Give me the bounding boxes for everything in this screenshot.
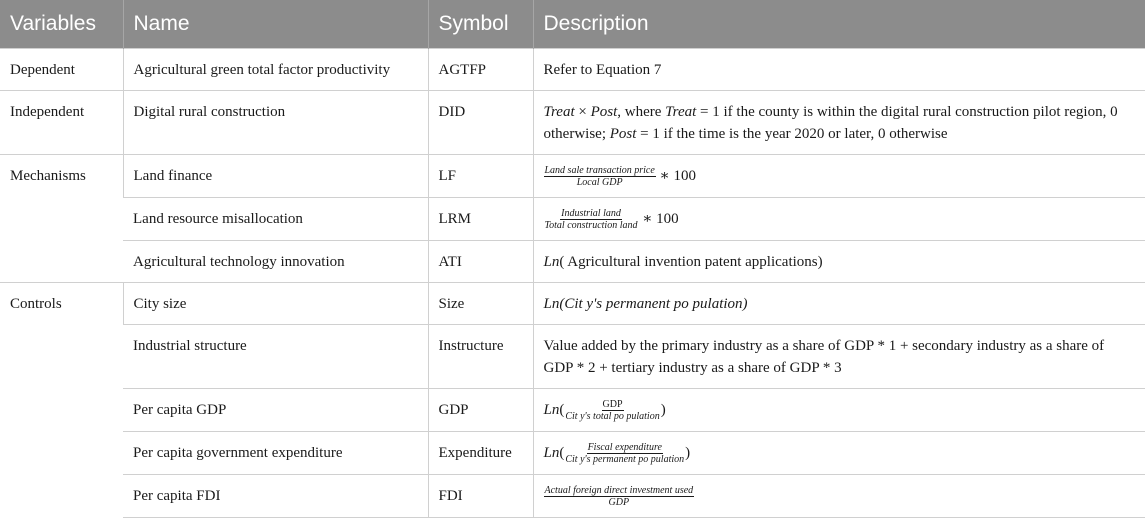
- formula-post: Post: [590, 104, 618, 120]
- table-row-did: [0, 91, 1145, 155]
- variable-symbol: LRM: [428, 198, 533, 241]
- header-variables: Variables: [0, 0, 123, 49]
- header-row: [0, 0, 1145, 49]
- formula-ln: Ln: [543, 402, 560, 419]
- variable-symbol: Instructure: [428, 325, 533, 389]
- formula-fraction: $\frac{\text{GDP}}{\text{Cit y's total po pulation}}$: [565, 399, 660, 423]
- formula-paren: ): [660, 402, 666, 419]
- header-symbol: Symbol: [428, 0, 533, 49]
- variable-name: Per capita GDP: [123, 389, 428, 432]
- formula-paren: (: [559, 402, 565, 419]
- variable-description: [533, 241, 1145, 283]
- variable-symbol: FDI: [428, 475, 533, 518]
- variable-description: [533, 91, 1145, 155]
- formula-fraction: $\frac{\text{Land sale transaction price}}{\text{Local GDP}}$: [544, 165, 655, 189]
- formula-fraction: $\frac{\text{Fiscal expenditure}}{\text{Cit y's permanent po pulation}}$: [565, 442, 685, 466]
- description-text: = 1 if the time is the year 2020 or later, 0 otherwise: [636, 126, 948, 142]
- table-row-expenditure: [0, 432, 1145, 475]
- variable-symbol: Expenditure: [428, 432, 533, 475]
- variable-symbol: LF: [428, 155, 533, 198]
- variable-description: [533, 198, 1145, 241]
- table-row-lf: [0, 155, 1145, 198]
- formula-treat: Treat: [665, 104, 697, 120]
- variable-name: Per capita FDI: [123, 475, 428, 518]
- table-row-fdi: [0, 475, 1145, 518]
- variable-description: Refer to Equation 7: [533, 49, 1145, 91]
- variable-name: Agricultural technology innovation: [123, 241, 428, 283]
- formula-tail: ∗ 100: [655, 168, 696, 184]
- group-controls: Controls: [0, 283, 123, 518]
- variable-description: Value added by the primary industry as a share of GDP * 1 + secondary industry as a share of GDP * 2 + tertiary industry as a share of GDP * 3: [533, 325, 1145, 389]
- formula-paren: ): [685, 445, 691, 462]
- formula-paren: (: [559, 445, 565, 462]
- variable-description: [533, 432, 1145, 475]
- formula-tail: ∗ 100: [638, 211, 679, 228]
- formula-ln: Ln: [543, 445, 560, 462]
- variable-description: [533, 283, 1145, 325]
- variable-description: [533, 475, 1145, 518]
- formula-post: Post: [609, 126, 637, 142]
- formula-argument: (Cit y's permanent po pulation): [559, 296, 748, 313]
- variable-symbol: ATI: [428, 241, 533, 283]
- variable-name: Digital rural construction: [123, 91, 428, 155]
- table-row-instructure: [0, 325, 1145, 389]
- variable-symbol: AGTFP: [428, 49, 533, 91]
- group-dependent: Dependent: [0, 49, 123, 91]
- table-row-ati: [0, 241, 1145, 283]
- formula-fraction: $\frac{\text{Actual foreign direct investment used}}{\text{GDP}}$: [544, 485, 694, 509]
- table-row-agtfp: [0, 49, 1145, 91]
- variable-description: [533, 389, 1145, 432]
- description-text: ( Agricultural invention patent applications): [559, 254, 823, 271]
- variable-symbol: GDP: [428, 389, 533, 432]
- formula-ln: Ln: [543, 296, 560, 313]
- variable-symbol: Size: [428, 283, 533, 325]
- variable-name: City size: [123, 283, 428, 325]
- variable-name: Land finance: [123, 155, 428, 198]
- description-text: = 1 if the county is within the digital rural construction pilot region, 0 otherwise;: [543, 104, 1118, 142]
- formula-ln: Ln: [543, 254, 560, 271]
- variable-name: Industrial structure: [123, 325, 428, 389]
- variable-name: Land resource misallocation: [123, 198, 428, 241]
- formula-fraction: $\frac{\text{Industrial land}}{\text{Total construction land}}$: [544, 208, 638, 232]
- group-mechanisms: Mechanisms: [0, 155, 123, 283]
- header-name: Name: [123, 0, 428, 49]
- table-row-size: [0, 283, 1145, 325]
- formula-times: ×: [574, 104, 591, 120]
- table-row-gdp: [0, 389, 1145, 432]
- formula-treat: Treat: [543, 104, 575, 120]
- variable-name: Per capita government expenditure: [123, 432, 428, 475]
- variable-name: Agricultural green total factor productivity: [123, 49, 428, 91]
- table-row-lrm: [0, 198, 1145, 241]
- variable-symbol: DID: [428, 91, 533, 155]
- header-description: Description: [533, 0, 1145, 49]
- variable-description: [533, 155, 1145, 198]
- description-text: , where: [617, 104, 666, 120]
- group-independent: Independent: [0, 91, 123, 155]
